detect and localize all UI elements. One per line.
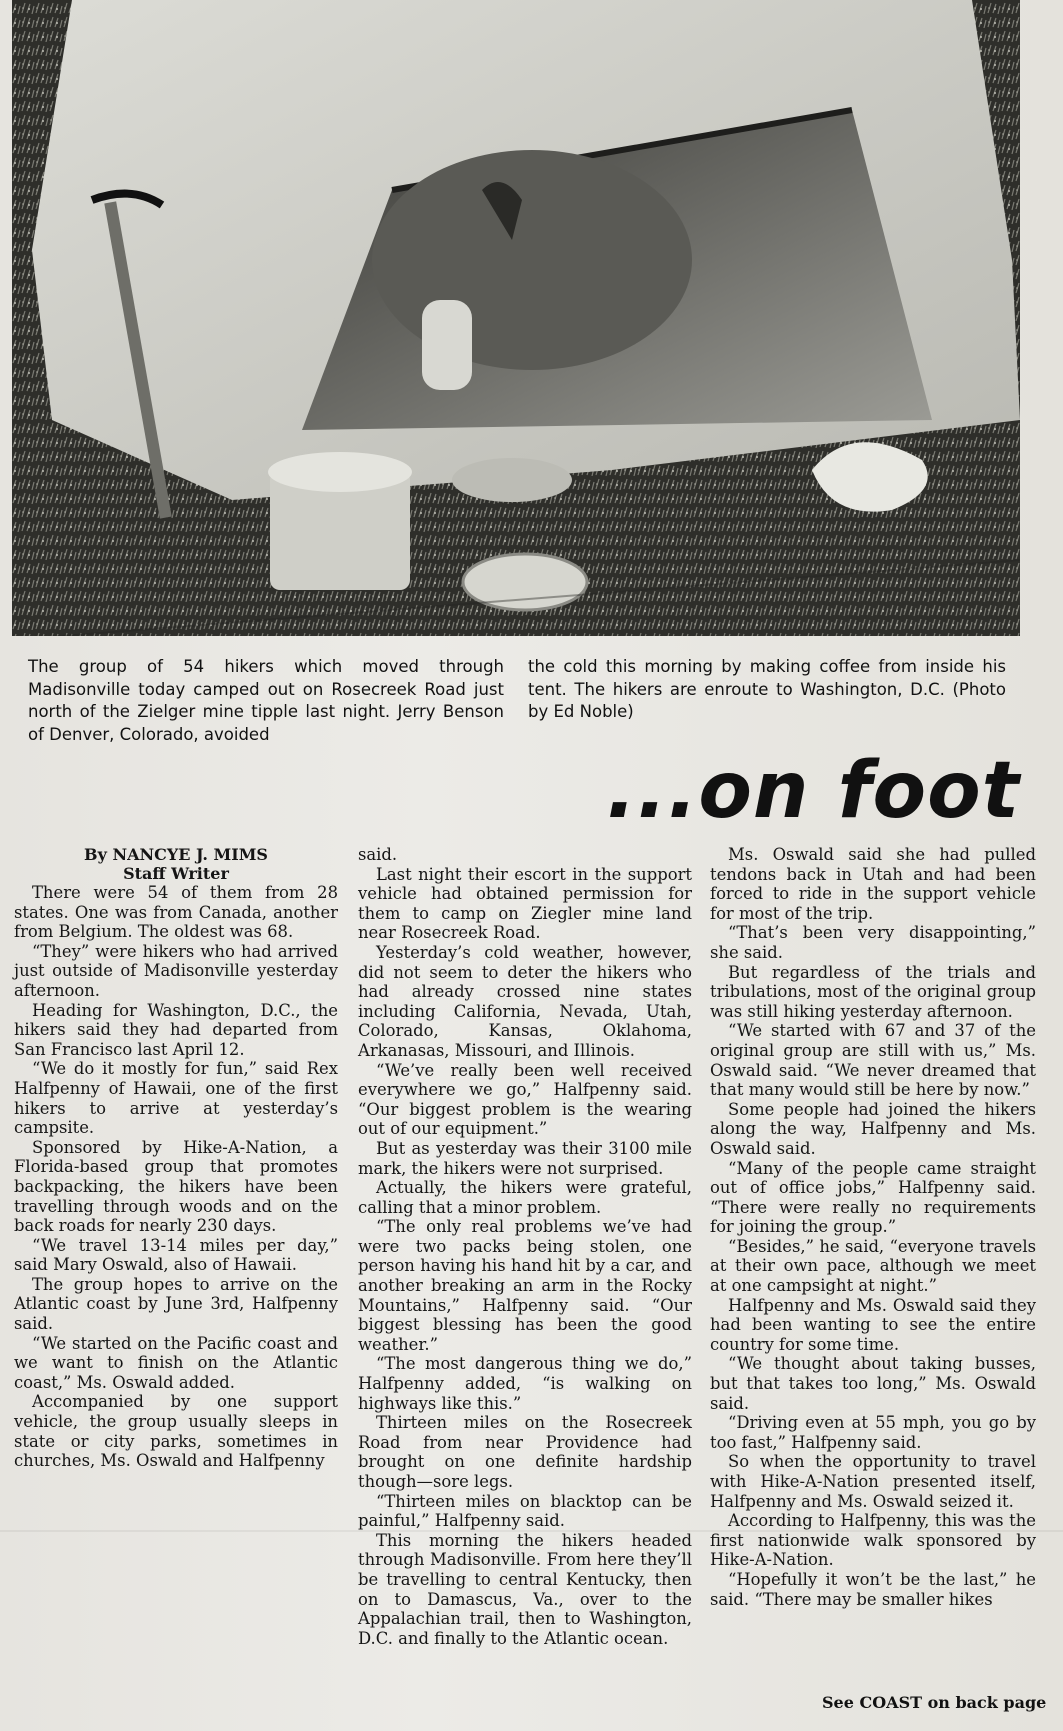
paragraph: Thirteen miles on the Rosecreek Road from near Providence had brought on one definite hardship though—sore legs. [358,1413,692,1491]
paragraph: “That’s been very disappointing,” she said. [710,923,1036,962]
paragraph: Ms. Oswald said she had pulled tendons back in Utah and had been forced to ride in the support vehicle for most of the trip. [710,845,1036,923]
paragraph: But regardless of the trials and tribulations, most of the original group was still hiking yesterday afternoon. [710,962,1036,1021]
paragraph: “They” were hikers who had arrived just outside of Madisonville yesterday afternoon. [14,941,338,1000]
paragraph: “We started with 67 and 37 of the original group are still with us,” Ms. Oswald said. “We never dreamed that that many would still be here by now.” [710,1021,1036,1100]
paragraph: “We’ve really been well received everywhere we go,” Halfpenny said. “Our biggest problem is the wearing out of our equipment.” [358,1060,692,1139]
paragraph: Sponsored by Hike-A-Nation, a Florida-based group that promotes backpacking, the hikers have been travelling through woods and on the back roads for nearly 230 days. [14,1137,338,1236]
paragraph: “The only real problems we’ve had were two packs being stolen, one person having his hand hit by a car, and another breaking an arm in the Rocky Mountains,” Halfpenny said. “Our biggest blessing has been the good weather.” [358,1217,692,1354]
paragraph: Accompanied by one support vehicle, the group usually sleeps in state or city parks, sometimes in churches, Ms. Oswald and Halfpenny [14,1392,338,1471]
paragraph: “The most dangerous thing we do,” Halfpenny added, “is walking on highways like this.” [358,1354,692,1413]
paragraph: So when the opportunity to travel with Hike-A-Nation presented itself, Halfpenny and Ms. Oswald seized it. [710,1452,1036,1511]
paragraph: There were 54 of them from 28 states. One was from Canada, another from Belgium. The oldest was 68. [14,883,338,942]
article-column-3 [710,845,1036,1609]
paragraph: “We started on the Pacific coast and we want to finish on the Atlantic coast,” Ms. Oswald added. [14,1333,338,1392]
paragraph: “Besides,” he said, “everyone travels at their own pace, although we meet at one campsight at night.” [710,1236,1036,1296]
paragraph: “Driving even at 55 mph, you go by too fast,” Halfpenny said. [710,1413,1036,1452]
photo-caption-left: The group of 54 hikers which moved through Madisonville today camped out on Rosecreek Road just north of the Zielger mine tipple last night. Jerry Benson of Denver, Colorado, avoided [28,657,504,744]
paper-crease [0,1530,1063,1532]
paragraph: Heading for Washington, D.C., the hikers said they had departed from San Francisco last April 12. [14,1000,338,1059]
paragraph: “Many of the people came straight out of office jobs,” Halfpenny said. “There were really no requirements for joining the group.” [710,1158,1036,1237]
paragraph: “We do it mostly for fun,” said Rex Halfpenny of Hawaii, one of the first hikers to arrive at yesterday’s campsite. [14,1059,338,1138]
paragraph: “Hopefully it won’t be the last,” he said. “There may be smaller hikes [710,1569,1036,1609]
paragraph: Last night their escort in the support vehicle had obtained permission for them to camp on Ziegler mine land near Rosecreek Road. [358,864,692,943]
article-column-1 [14,845,338,1471]
tent-photo [12,0,1020,636]
paragraph: “Thirteen miles on blacktop can be painful,” Halfpenny said. [358,1491,692,1531]
tent-photo-icon [12,0,1020,636]
paragraph: The group hopes to arrive on the Atlantic coast by June 3rd, Halfpenny said. [14,1274,338,1334]
paragraph: “We travel 13-14 miles per day,” said Mary Oswald, also of Hawaii. [14,1235,338,1275]
article-column-2 [358,845,692,1648]
paragraph: “We thought about taking busses, but that takes too long,” Ms. Oswald said. [710,1354,1036,1413]
paragraph: Yesterday’s cold weather, however, did not seem to deter the hikers who had already crossed nine states including California, Nevada, Utah, Colorado, Kansas, Oklahoma, Arkanasas, Missouri, and Illinois. [358,942,692,1060]
paragraph: Some people had joined the hikers along the way, Halfpenny and Ms. Oswald said. [710,1099,1036,1158]
paragraph: This morning the hikers headed through Madisonville. From here they’ll be travelling to central Kentucky, then on to Damascus, Va., over to the Appalachian trail, then to Washington, D.C. and finally to the Atlantic ocean. [358,1530,692,1648]
paragraph: Actually, the hikers were grateful, calling that a minor problem. [358,1178,692,1217]
paragraph: According to Halfpenny, this was the first nationwide walk sponsored by Hike-A-Nation. [710,1511,1036,1570]
paragraph: Halfpenny and Ms. Oswald said they had been wanting to see the entire country for some time. [710,1295,1036,1354]
paragraph: said. [358,845,398,864]
photo-caption-right: the cold this morning by making coffee from inside his tent. The hikers are enroute to Washington, D.C. (Photo by Ed Noble) [528,657,1006,721]
byline [14,845,338,883]
byline-title: Staff Writer [123,864,229,883]
jump-line: See COAST on back page [822,1693,1047,1712]
headline: ...on foot [606,746,1020,836]
paragraph: But as yesterday was their 3100 mile mark, the hikers were not surprised. [358,1138,692,1178]
byline-name: By NANCYE J. MIMS [84,845,268,864]
